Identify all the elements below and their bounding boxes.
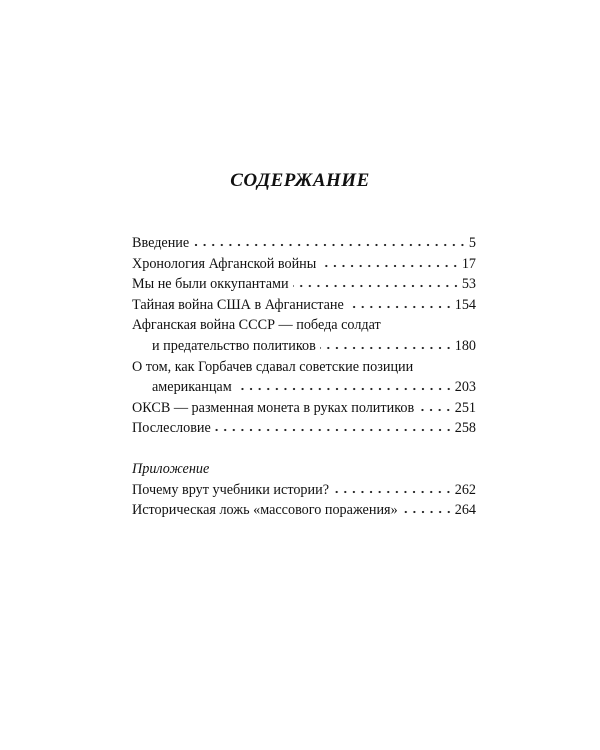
entry-title-continued: американцам [152,379,232,396]
entry-title: Введение [132,235,190,251]
page-title: СОДЕРЖАНИЕ [230,170,370,191]
dot-leader [215,422,453,432]
entry-title: Почему врут учебники истории? [132,481,330,498]
dot-leader [320,340,453,350]
dot-leader [418,402,453,412]
toc-entry[interactable] [132,233,476,254]
entry-title: Афганская война СССР — победа солдат [132,317,381,334]
spacer [132,439,476,459]
dot-leader [333,484,453,494]
entry-page: 17 [461,255,476,272]
entry-title: Тайная война США в Афганистане [132,296,344,313]
entry-page: 53 [461,276,476,293]
toc-entry[interactable] [132,274,476,295]
entry-page: 203 [454,379,476,396]
dot-leader [193,237,467,247]
toc-entry[interactable] [132,357,476,398]
toc-entry[interactable] [132,500,476,521]
entry-page: 154 [454,296,476,313]
dot-leader [320,258,460,268]
dot-leader [348,299,453,309]
entry-title: О том, как Горбачев сдавал советские позиции [132,358,414,375]
dot-leader [402,504,453,514]
toc-entry[interactable] [132,418,476,439]
dot-leader [236,381,453,391]
entry-page: 251 [454,399,476,416]
toc-entry[interactable] [132,315,476,356]
appendix-heading: Приложение [132,460,210,477]
table-of-contents [132,233,476,521]
entry-title: Послесловие [132,420,211,437]
toc-entry[interactable] [132,254,476,275]
entry-page: 258 [454,420,476,437]
entry-title: Историческая ложь «массового поражения» [132,502,398,519]
entry-title-continued: и предательство политиков [152,337,316,354]
entry-title: ОКСВ — разменная монета в руках политиков [132,399,415,416]
entry-page: 180 [454,337,476,354]
entry-title: Хронология Афганской войны [132,255,317,272]
entry-page: 5 [468,235,476,251]
toc-entry[interactable] [132,398,476,419]
entry-page: 264 [454,502,476,519]
entry-title: Мы не были оккупантами [132,276,289,293]
dot-leader [293,278,460,288]
toc-entry[interactable] [132,480,476,501]
toc-entry[interactable] [132,295,476,316]
entry-page: 262 [454,481,476,498]
